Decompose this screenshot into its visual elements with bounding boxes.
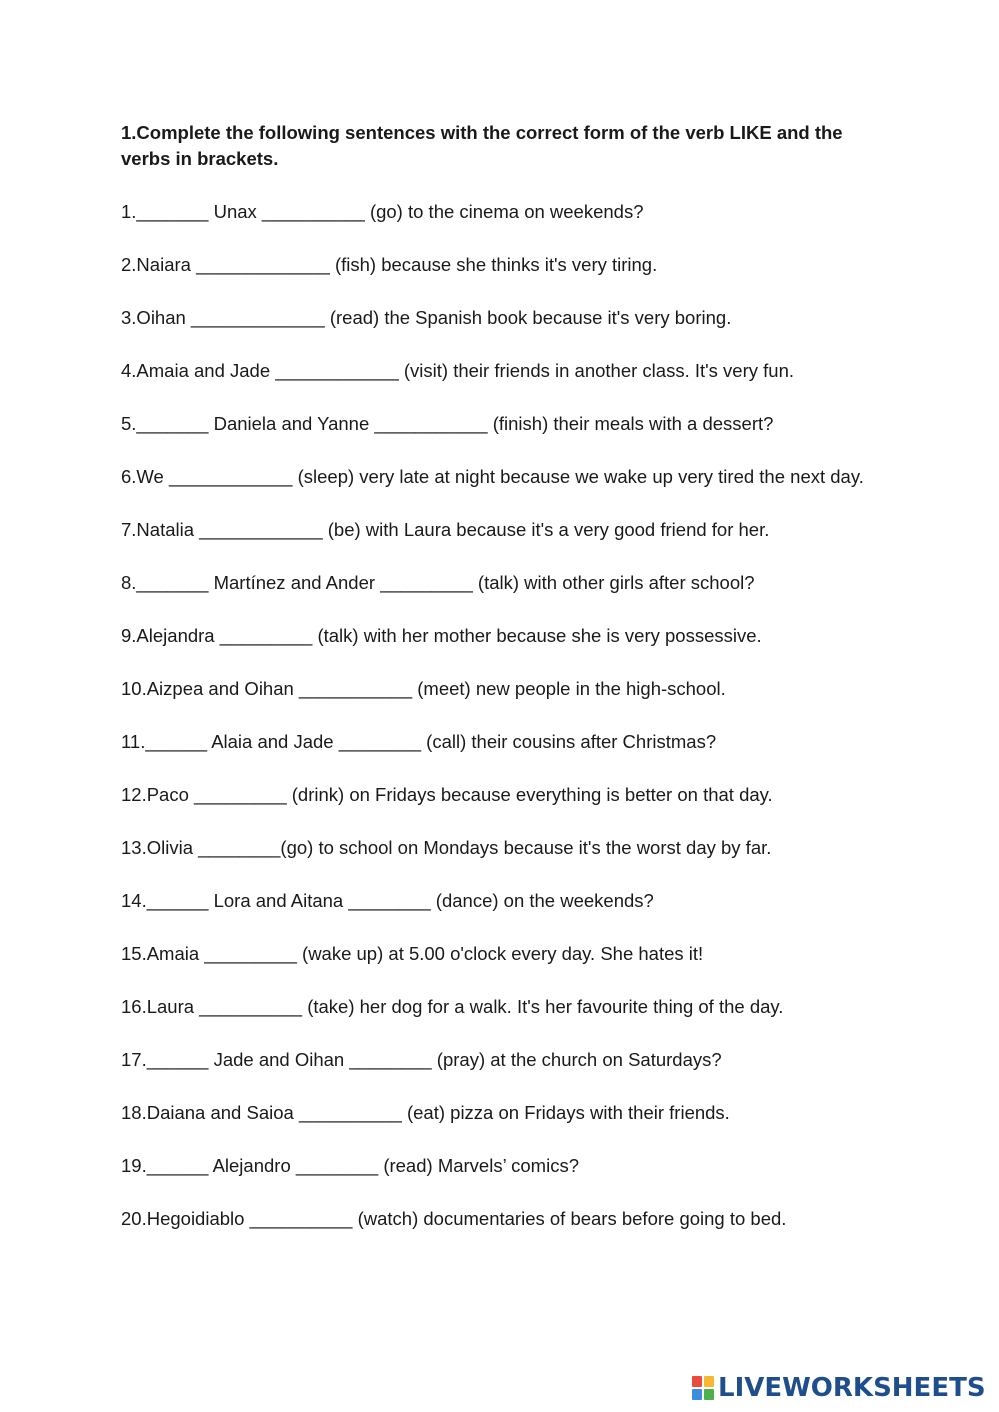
exercise-item: 2.Naiara _____________ (fish) because she thinks it's very tiring. [121, 254, 658, 275]
exercise-item: 15.Amaia _________ (wake up) at 5.00 o'clock every day. She hates it! [121, 943, 704, 964]
exercise-item: 13.Olivia ________(go) to school on Mondays because it's the worst day by far. [121, 837, 772, 858]
exercise-item: 16.Laura __________ (take) her dog for a walk. It's her favourite thing of the day. [121, 996, 784, 1017]
logo-square-red [692, 1376, 702, 1387]
exercise-item: 18.Daiana and Saioa __________ (eat) pizza on Fridays with their friends. [121, 1102, 730, 1123]
exercise-item: 17.______ Jade and Oihan ________ (pray) at the church on Saturdays? [121, 1049, 722, 1070]
exercise-item: 6.We ____________ (sleep) very late at night because we wake up very tired the next day. [121, 466, 864, 487]
exercise-item: 1._______ Unax __________ (go) to the cinema on weekends? [121, 201, 644, 222]
logo-square-green [704, 1389, 714, 1400]
exercise-item: 19.______ Alejandro ________ (read) Marvels’ comics? [121, 1155, 579, 1176]
exercise-item: 12.Paco _________ (drink) on Fridays because everything is better on that day. [121, 784, 773, 805]
exercise-list [121, 199, 881, 1259]
logo-square-yellow [704, 1376, 714, 1387]
liveworksheets-brand[interactable] [692, 1373, 986, 1403]
liveworksheets-logo-icon [692, 1376, 714, 1400]
exercise-item: 14.______ Lora and Aitana ________ (dance) on the weekends? [121, 890, 654, 911]
logo-square-blue [692, 1389, 702, 1400]
exercise-item: 20.Hegoidiablo __________ (watch) documentaries of bears before going to bed. [121, 1208, 787, 1229]
liveworksheets-wordmark: LIVEWORKSHEETS [718, 1373, 986, 1403]
exercise-item: 10.Aizpea and Oihan ___________ (meet) new people in the high-school. [121, 678, 726, 699]
exercise-item: 7.Natalia ____________ (be) with Laura because it's a very good friend for her. [121, 519, 770, 540]
instructions-heading: 1.Complete the following sentences with the correct form of the verb LIKE and the verbs in brackets. [121, 122, 843, 169]
exercise-item: 4.Amaia and Jade ____________ (visit) their friends in another class. It's very fun. [121, 360, 794, 381]
exercise-item: 5._______ Daniela and Yanne ___________ (finish) their meals with a dessert? [121, 413, 774, 434]
exercise-item: 11.______ Alaia and Jade ________ (call) their cousins after Christmas? [121, 731, 717, 752]
exercise-item: 3.Oihan _____________ (read) the Spanish book because it's very boring. [121, 307, 732, 328]
exercise-item: 8._______ Martínez and Ander _________ (talk) with other girls after school? [121, 572, 755, 593]
exercise-item: 9.Alejandra _________ (talk) with her mother because she is very possessive. [121, 625, 762, 646]
